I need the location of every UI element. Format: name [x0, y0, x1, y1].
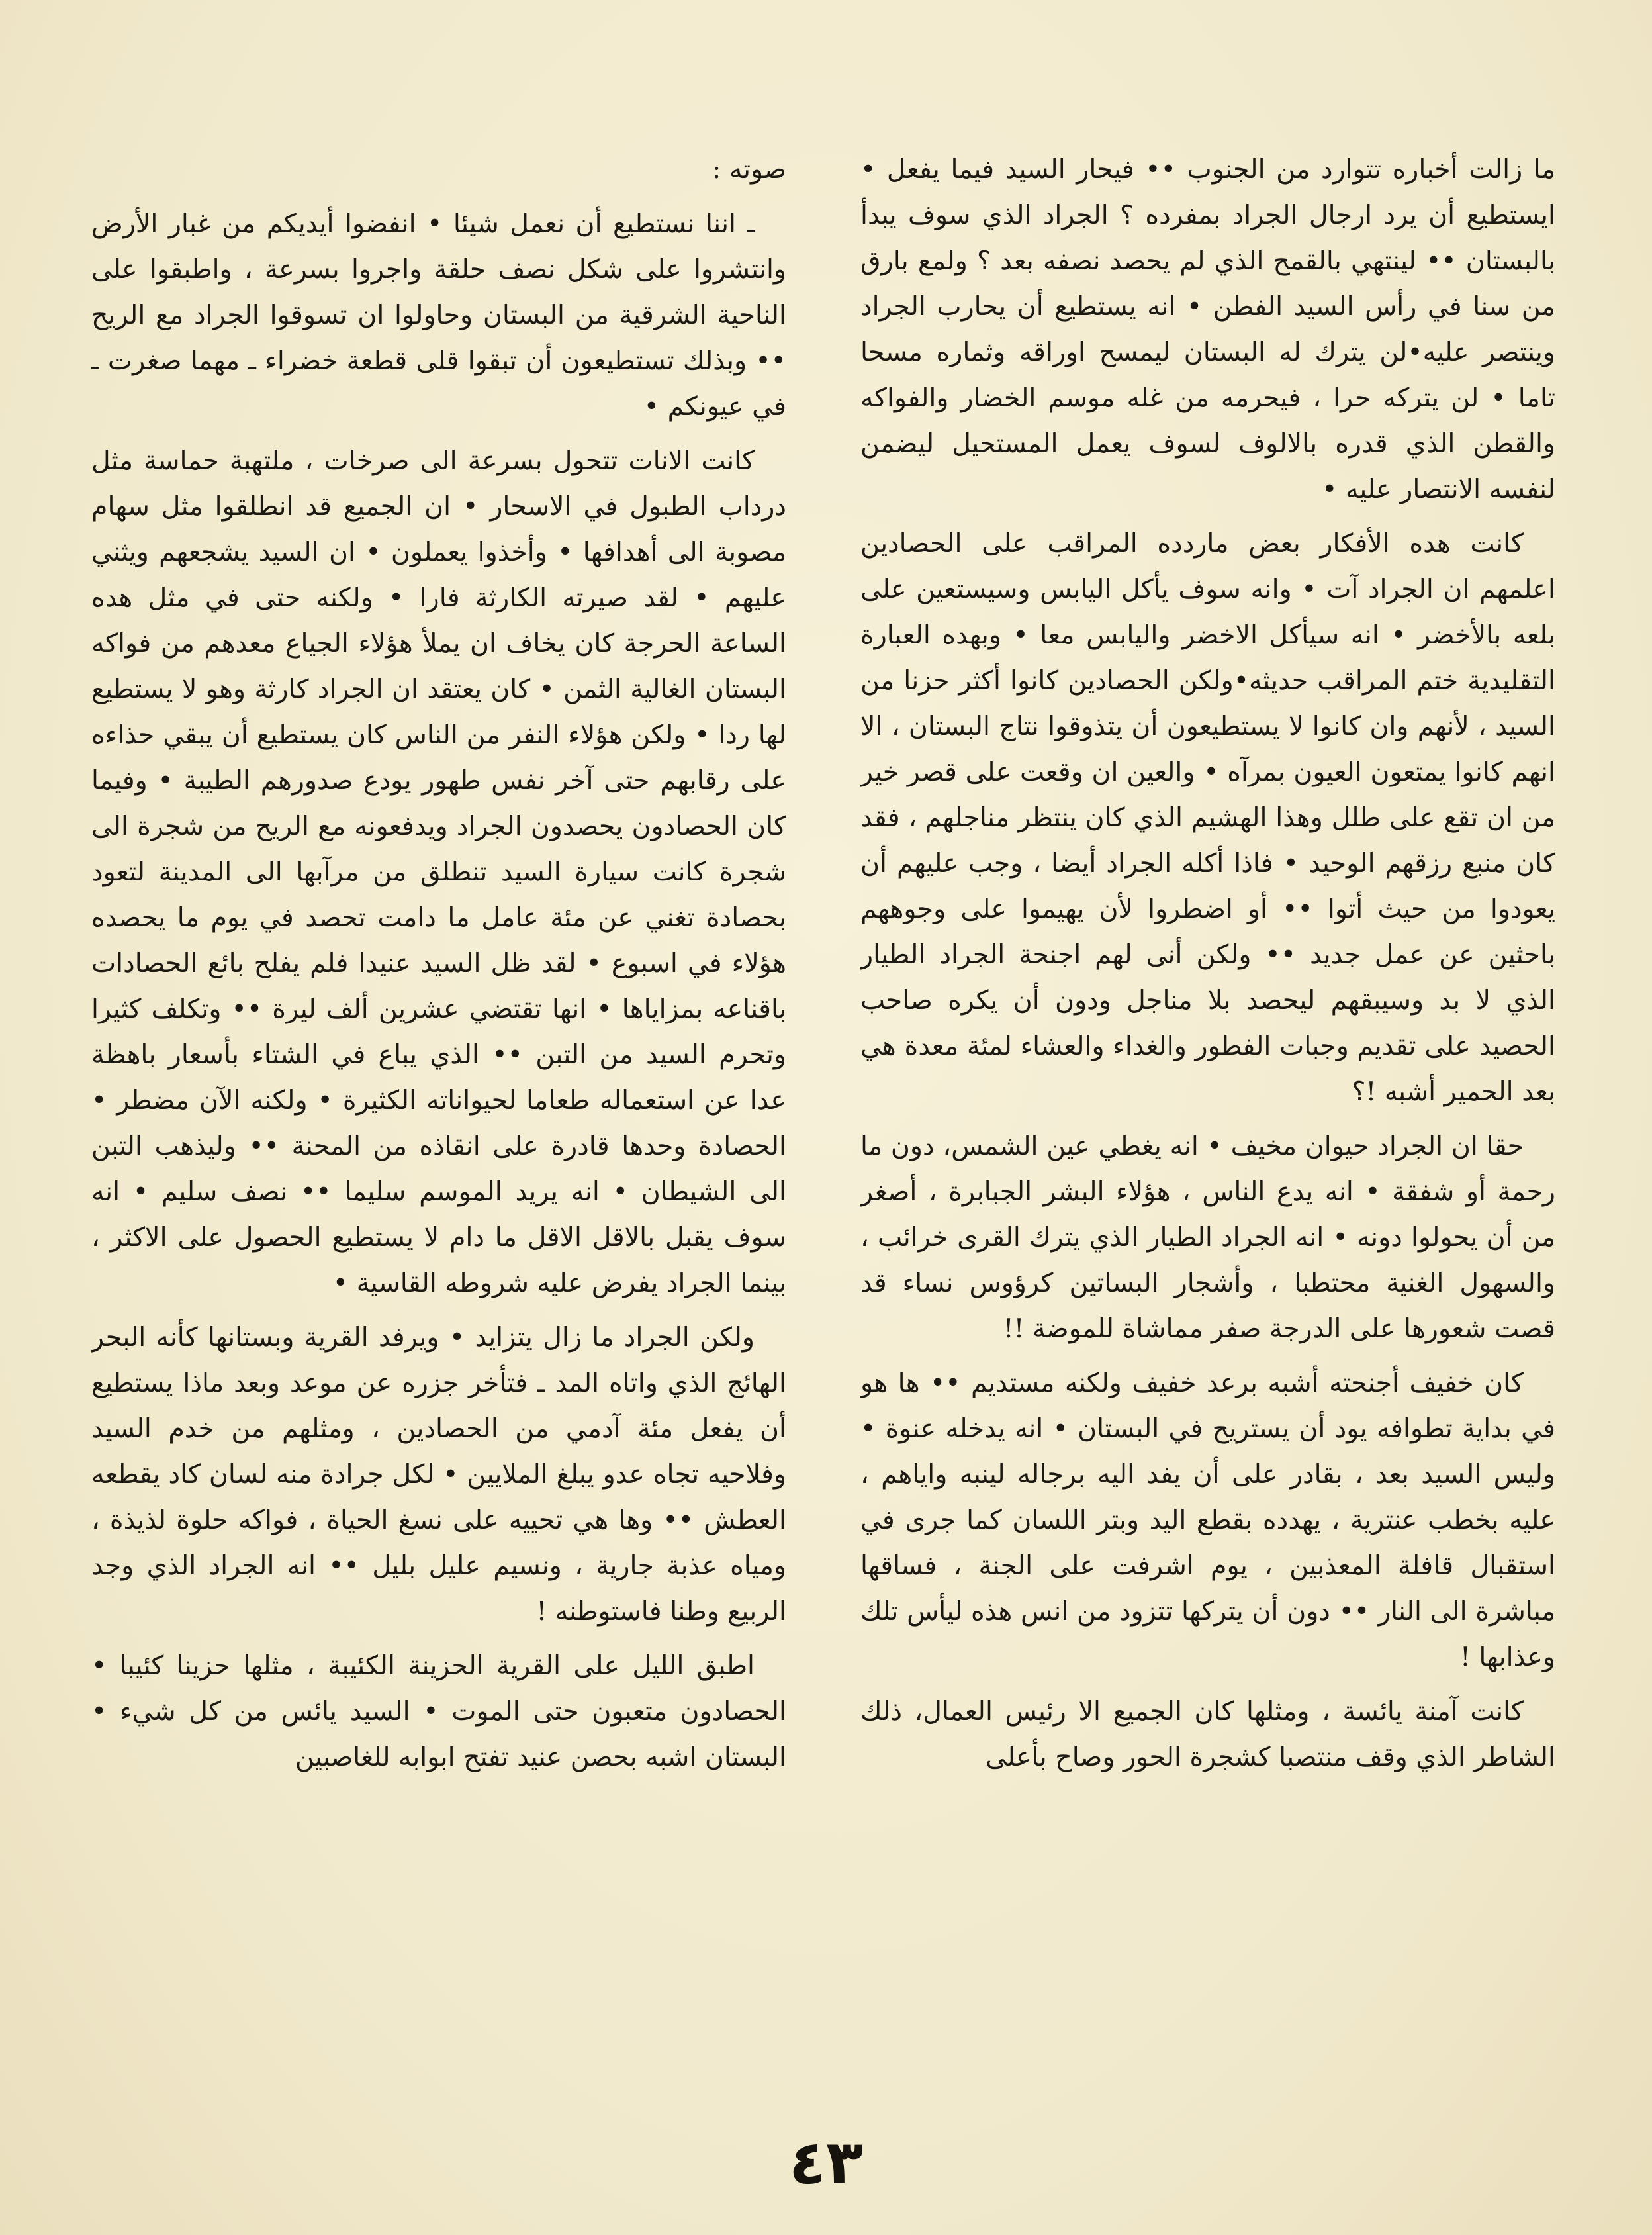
paragraph: حقا ان الجراد حيوان مخيف • انه يغطي عين الشمس، دون ما رحمة أو شفقة • انه يدع الناس ، هؤلاء البشر الجبابرة ، أصغر من أن يحولوا دونه • انه الجراد الطيار الذي يترك القرى خرائب ، والسهول الغنية محتطبا ، وأشجار البساتين كرؤوس نساء قد قصت شعورها على الدرجة صفر مماشاة للموضة !! — [860, 1131, 1555, 1344]
paragraph: كانت الانات تتحول بسرعة الى صرخات ، ملتهبة حماسة مثل درداب الطبول في الاسحار • ان الجميع قد انطلقوا مثل سهام مصوبة الى أهدافها • وأخذوا يعملون • ان السيد يشجعهم ويثني عليهم • لقد صيرته الكارثة فارا • ولكنه حتى في مثل هده الساعة الحرجة كان يخاف ان يملأ هؤلاء الجياع معدهم من فواكه البستان الغالية الثمن • كان يعتقد ان الجراد كارثة وهو لا يستطيع لها ردا • ولكن هؤلاء النفر من الناس كان يستطيع أن يبقي حذاءه على رقابهم حتى آخر نفس طهور يودع صدورهم الطيبة • وفيما كان الحصادون يحصدون الجراد ويدفعونه مع الريح من شجرة الى شجرة كانت سيارة السيد تنطلق من مرآبها الى المدينة لتعود بحصادة تغني عن مئة عامل ما دامت تحصد في يوم ما يحصده هؤلاء في اسبوع • لقد ظل السيد عنيدا فلم يفلح بائع الحصادات باقناعه بمزاياها • انها تقتضي عشرين ألف ليرة •• وتكلف كثيرا وتحرم السيد من التبن •• الذي يباع في الشتاء بأسعار باهظة عدا عن استعماله طعاما لحيواناته الكثيرة • ولكنه الآن مضطر • الحصادة وحدها قادرة على انقاذه من المحنة •• وليذهب التبن الى الشيطان • انه يريد الموسم سليما •• نصف سليم • انه سوف يقبل بالاقل الاقل ما دام لا يستطيع الحصول على الاكثر ، بينما الجراد يفرض عليه شروطه القاسية • — [91, 446, 786, 1298]
paragraph: ولكن الجراد ما زال يتزايد • ويرفد القرية وبستانها كأنه البحر الهائج الذي واتاه المد ـ فتأخر جزره عن موعد وبعد ماذا يستطيع أن يفعل مئة آدمي من الحصادين ، ومثلهم من خدم السيد وفلاحيه تجاه عدو يبلغ الملايين • لكل جرادة منه لسان كاد يقطعه العطش •• وها هي تحييه على نسغ الحياة ، فواكه حلوة لذيذة ، ومياه عذبة جارية ، ونسيم عليل بليل •• انه الجراد الذي وجد الربيع وطنا فاستوطنه ! — [91, 1322, 786, 1627]
page-number: ٤٣ — [788, 2127, 864, 2198]
paragraph: صوته : — [712, 154, 786, 185]
text-column-left — [91, 147, 786, 2087]
paragraph: كان خفيف أجنحته أشبه برعد خفيف ولكنه مستديم •• ها هو في بداية تطوافه يود أن يستريح في البستان • انه يدخله عنوة • وليس السيد بعد ، بقادر على أن يفد اليه برجاله لينبه واياهم ، عليه بخطب عنترية ، يهدده بقطع اليد وبتر اللسان كما جرى في استقبال قافلة المعذبين ، يوم اشرفت على الجنة ، فساقها مباشرة الى النار •• دون أن يتركها تتزود من انس هذه ليأس تلك وعذابها ! — [860, 1368, 1555, 1672]
paragraph: كانت آمنة يائسة ، ومثلها كان الجميع الا رئيس العمال، ذلك الشاطر الذي وقف منتصبا كشجرة الحور وصاح بأعلى — [860, 1696, 1555, 1772]
paragraph: ـ اننا نستطيع أن نعمل شيئا • انفضوا أيديكم من غبار الأرض وانتشروا على شكل نصف حلقة واجروا بسرعة ، واطبقوا على الناحية الشرقية من البستان وحاولوا ان تسوقوا الجراد مع الريح •• وبذلك تستطيعون أن تبقوا قلى قطعة خضراء ـ مهما صغرت ـ في عيونكم • — [91, 209, 786, 422]
text-column-right — [860, 147, 1555, 2087]
paragraph: كانت هده الأفكار بعض ماردده المراقب على الحصادين اعلمهم ان الجراد آت • وانه سوف يأكل اليابس وسيستعين على بلعه بالأخضر • انه سيأكل الاخضر واليابس معا • وبهده العبارة التقليدية ختم المراقب حديثه•ولكن الحصادين كانوا أكثر حزنا من السيد ، لأنهم وان كانوا لا يستطيعون أن يتذوقوا نتاج البستان ، الا انهم كانوا يمتعون العيون بمرآه • والعين ان وقعت على قصر خير من ان تقع على طلل وهذا الهشيم الذي كان ينتظر مناجلهم ، فقد كان منبع رزقهم الوحيد • فاذا أكله الجراد أيضا ، وجب عليهم أن يعودوا من حيث أتوا •• أو اضطروا لأن يهيموا على وجوههم باحثين عن عمل جديد •• ولكن أنى لهم اجنحة الجراد الطيار الذي لا بد وسيبقهم ليحصد بلا مناجل ودون أن يكره صاحب الحصيد على تقديم وجبات الفطور والغداء والعشاء لمئة معدة هي بعد الحمير أشبه !؟ — [860, 528, 1555, 1107]
paragraph: ما زالت أخباره تتوارد من الجنوب •• فيحار السيد فيما يفعل • ايستطيع أن يرد ارجال الجراد بمفرده ؟ الجراد الذي سوف يبدأ بالبستان •• لينتهي بالقمح الذي لم يحصد نصفه بعد ؟ ولمع بارق من سنا في رأس السيد الفطن • انه يستطيع أن يحارب الجراد وينتصر عليه•لن يترك له البستان ليمسح اوراقه وثماره مسحا تاما • لن يتركه حرا ، فيحرمه من غله موسم الخضار والفواكه والقطن الذي قدره بالالوف لسوف يعمل المستحيل ليضمن لنفسه الانتصار عليه • — [860, 154, 1555, 504]
paragraph: اطبق الليل على القرية الحزينة الكئيبة ، مثلها حزينا كئيبا • الحصادون متعبون حتى الموت • السيد يائس من كل شيء • البستان اشبه بحصن عنيد تفتح ابوابه للغاصبين — [91, 1650, 786, 1772]
